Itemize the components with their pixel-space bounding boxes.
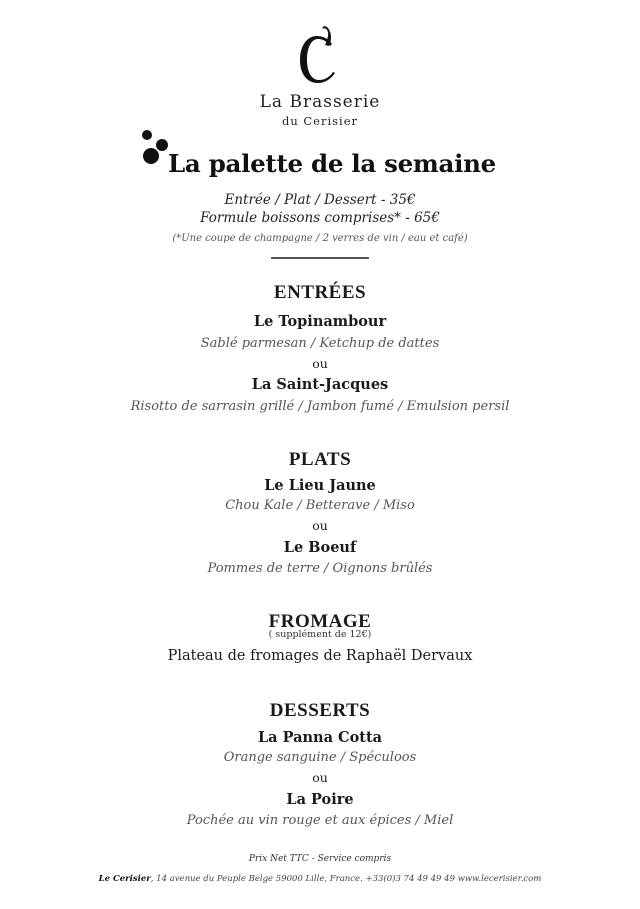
pricing-note: (*Une coupe de champagne / 2 verres de vin / eau et café): [172, 233, 468, 244]
fromage-supplement: ( supplément de 12€): [268, 629, 372, 640]
dish-description: Sablé parmesan / Ketchup de dattes: [200, 336, 440, 351]
footer-address-text: , 14 avenue du Peuple Belge 59000 Lille, France. +33(0)3 74 49 49 49 www.lecerisier.com: [150, 874, 542, 884]
brand-name: La Brasserie: [259, 92, 381, 112]
section-title-entrees: ENTRÉES: [273, 282, 367, 303]
pricing-drinks: Formule boissons comprises* - 65€: [200, 210, 440, 226]
dish-description: Chou Kale / Betterave / Miso: [225, 498, 415, 513]
dish-description: Pochée au vin rouge et aux épices / Miel: [186, 813, 454, 828]
dish-name: La Panna Cotta: [257, 729, 383, 746]
or-separator: ou: [312, 518, 328, 533]
section-title-fromage: FROMAGE: [268, 611, 372, 632]
section-title-desserts: DESSERTS: [269, 700, 371, 721]
footer-restaurant-name: Le Cerisier: [98, 874, 151, 884]
dish-name: La Saint-Jacques: [251, 376, 389, 393]
dish-name: Le Lieu Jaune: [264, 477, 376, 494]
dish-name: La Poire: [286, 791, 354, 808]
dish-description: Orange sanguine / Spéculoos: [223, 750, 417, 765]
or-separator: ou: [312, 770, 328, 785]
dish-name: Le Boeuf: [283, 539, 357, 556]
pricing-menu: Entrée / Plat / Dessert - 35€: [224, 192, 416, 208]
page-title: La palette de la semaine: [168, 149, 496, 178]
footer-address: [0, 875, 640, 884]
logo-c-icon: [292, 22, 348, 88]
dish-description: Risotto de sarrasin grillé / Jambon fumé / Emulsion persil: [130, 399, 510, 414]
footer-price-note: Prix Net TTC - Service compris: [248, 854, 392, 864]
section-title-plats: PLATS: [288, 449, 352, 470]
or-separator: ou: [312, 356, 328, 371]
divider: [271, 257, 369, 259]
dish-description: Pommes de terre / Oignons brûlés: [207, 561, 433, 576]
dish-name: Plateau de fromages de Raphaël Dervaux: [167, 648, 473, 664]
brand-subtitle: du Cerisier: [281, 114, 359, 128]
dish-name: Le Topinambour: [253, 313, 387, 330]
